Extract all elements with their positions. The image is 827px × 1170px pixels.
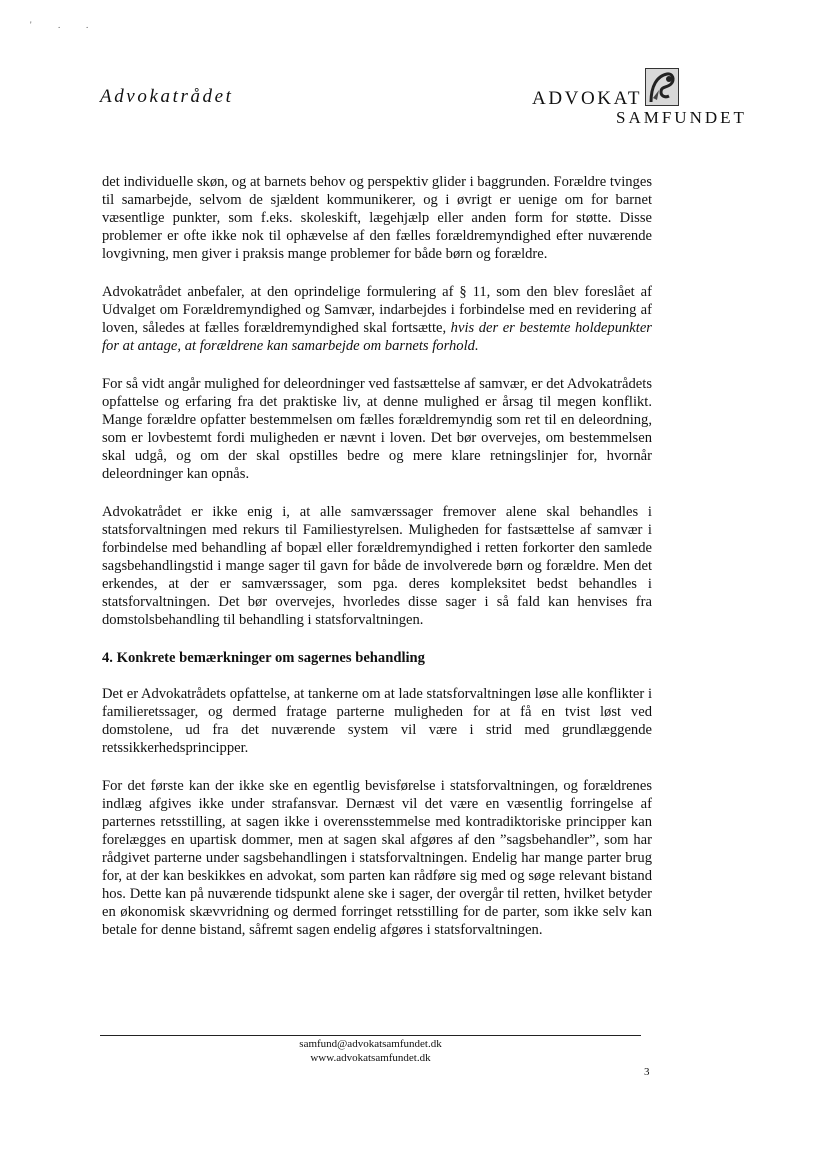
paragraph: For det første kan der ikke ske en egentlig bevisførelse i statsforvaltningen, og forældrenes indlæg afgives ikke under strafansvar. Dernæst vil det være en væsentlig forringelse af parternes retsstilling, at sagen ikke i overensstemmelse med kontradiktoriske principper kan forelægges en upartisk dommer, men at sagen skal afgøres af den ”sagsbehandler”, som har rådgivet parterne under sagsbehandlingen i statsforvaltningen. Endelig har mange parter brug for, at der kan beskikkes en advokat, som parten kan rådføre sig med og søge relevant bistand hos. Dette kan på nuværende tidspunkt alene ske i sager, der overgår til retten, hvilket betyder en økonomisk skævvridning og dermed forringet retsstilling for de parter, som ikke selv kan betale for denne bistand, såfremt sagen endelig afgøres i statsforvaltningen. xyxy=(102,778,652,938)
footer-website: www.advokatsamfundet.dk xyxy=(310,1052,431,1064)
paragraph-text: Advokatrådet anbefaler, at den oprindelige formulering af § 11, som den blev foreslået af Udvalget om Forældremyndighed og Samvær, indarbejdes i forbindelse med en revidering af loven, således at fælles forældremyndighed skal fortsætte, xyxy=(102,284,652,336)
letter-body xyxy=(102,173,652,959)
scan-mark: . xyxy=(58,20,61,30)
paragraph xyxy=(102,283,652,355)
paragraph: Advokatrådet er ikke enig i, at alle samværssager fremover alene skal behandles i statsforvaltningen med rekurs til Familiestyrelsen. Muligheden for fastsættelse af samvær i forbindelse med behandling af bopæl eller forældremyndighed i retten forkorter den samlede sagsbehandlingstid i mange sager til gavn for både de involverede børn og forældre. Men det erkendes, at der er samværssager, som pga. deres kompleksitet bedst behandles i statsforvaltningen. Det bør overvejes, hvorledes disse sager i så fald kan henvises fra domstolsbehandling til behandling i statsforvaltningen. xyxy=(102,504,652,628)
page-number: 3 xyxy=(644,1066,650,1078)
emphasized-text: hvis der er bestemte holdepunkter for at antage, at forældrene kan samarbejde om barnets forhold. xyxy=(102,320,652,354)
paragraph: For så vidt angår mulighed for deleordninger ved fastsættelse af samvær, er det Advokatrådets opfattelse og erfaring fra det praktiske liv, at denne mulighed er årsag til megen konflikt. Mange forældre opfatter bestemmelsen om fælles forældremyndig som ret til en deleordning, som er lovbestemt fordi muligheden er nævnt i loven. Det bør overvejes, om bestemmelsen skal udgå, og om der skal opstilles bedre og mere klare retningslinjer for, hvornår deleordninger kan opnås. xyxy=(102,376,652,482)
org-name: Advokatrådet xyxy=(100,86,234,107)
scan-mark: ' xyxy=(30,20,32,30)
advokatsamfundet-logo xyxy=(532,68,792,128)
footer-divider xyxy=(100,1035,641,1036)
logo-word-bottom: SAMFUNDET xyxy=(616,108,747,127)
footer-email: samfund@advokatsamfundet.dk xyxy=(299,1038,442,1050)
paragraph: Det er Advokatrådets opfattelse, at tankerne om at lade statsforvaltningen løse alle konflikter i familieretssager, og dermed fratage parterne muligheden for at få en tvist løst ved domstolene, ud fra det nuværende system vil være i strid med grundlæggende retssikkerhedsprincipper. xyxy=(102,686,652,756)
section-heading: 4. Konkrete bemærkninger om sagernes behandling xyxy=(102,650,425,666)
advokatsamfundet-logo-icon xyxy=(645,68,679,106)
logo-word-top: ADVOKAT xyxy=(532,88,643,109)
paragraph: det individuelle skøn, og at barnets behov og perspektiv glider i baggrunden. Forældre tvinges til samarbejde, selvom de sjældent kommunikerer, og i øvrigt er uenige om for barnet væsentlige punkter, som f.eks. skoleskift, lægehjælp eller anden form for støtte. Disse problemer er ofte ikke nok til ophævelse af den fælles forældremyndighed efter nuværende lovgivning, men giver i praksis mange problemer for både børn og forældre. xyxy=(102,174,652,262)
scan-mark: . xyxy=(86,20,89,30)
